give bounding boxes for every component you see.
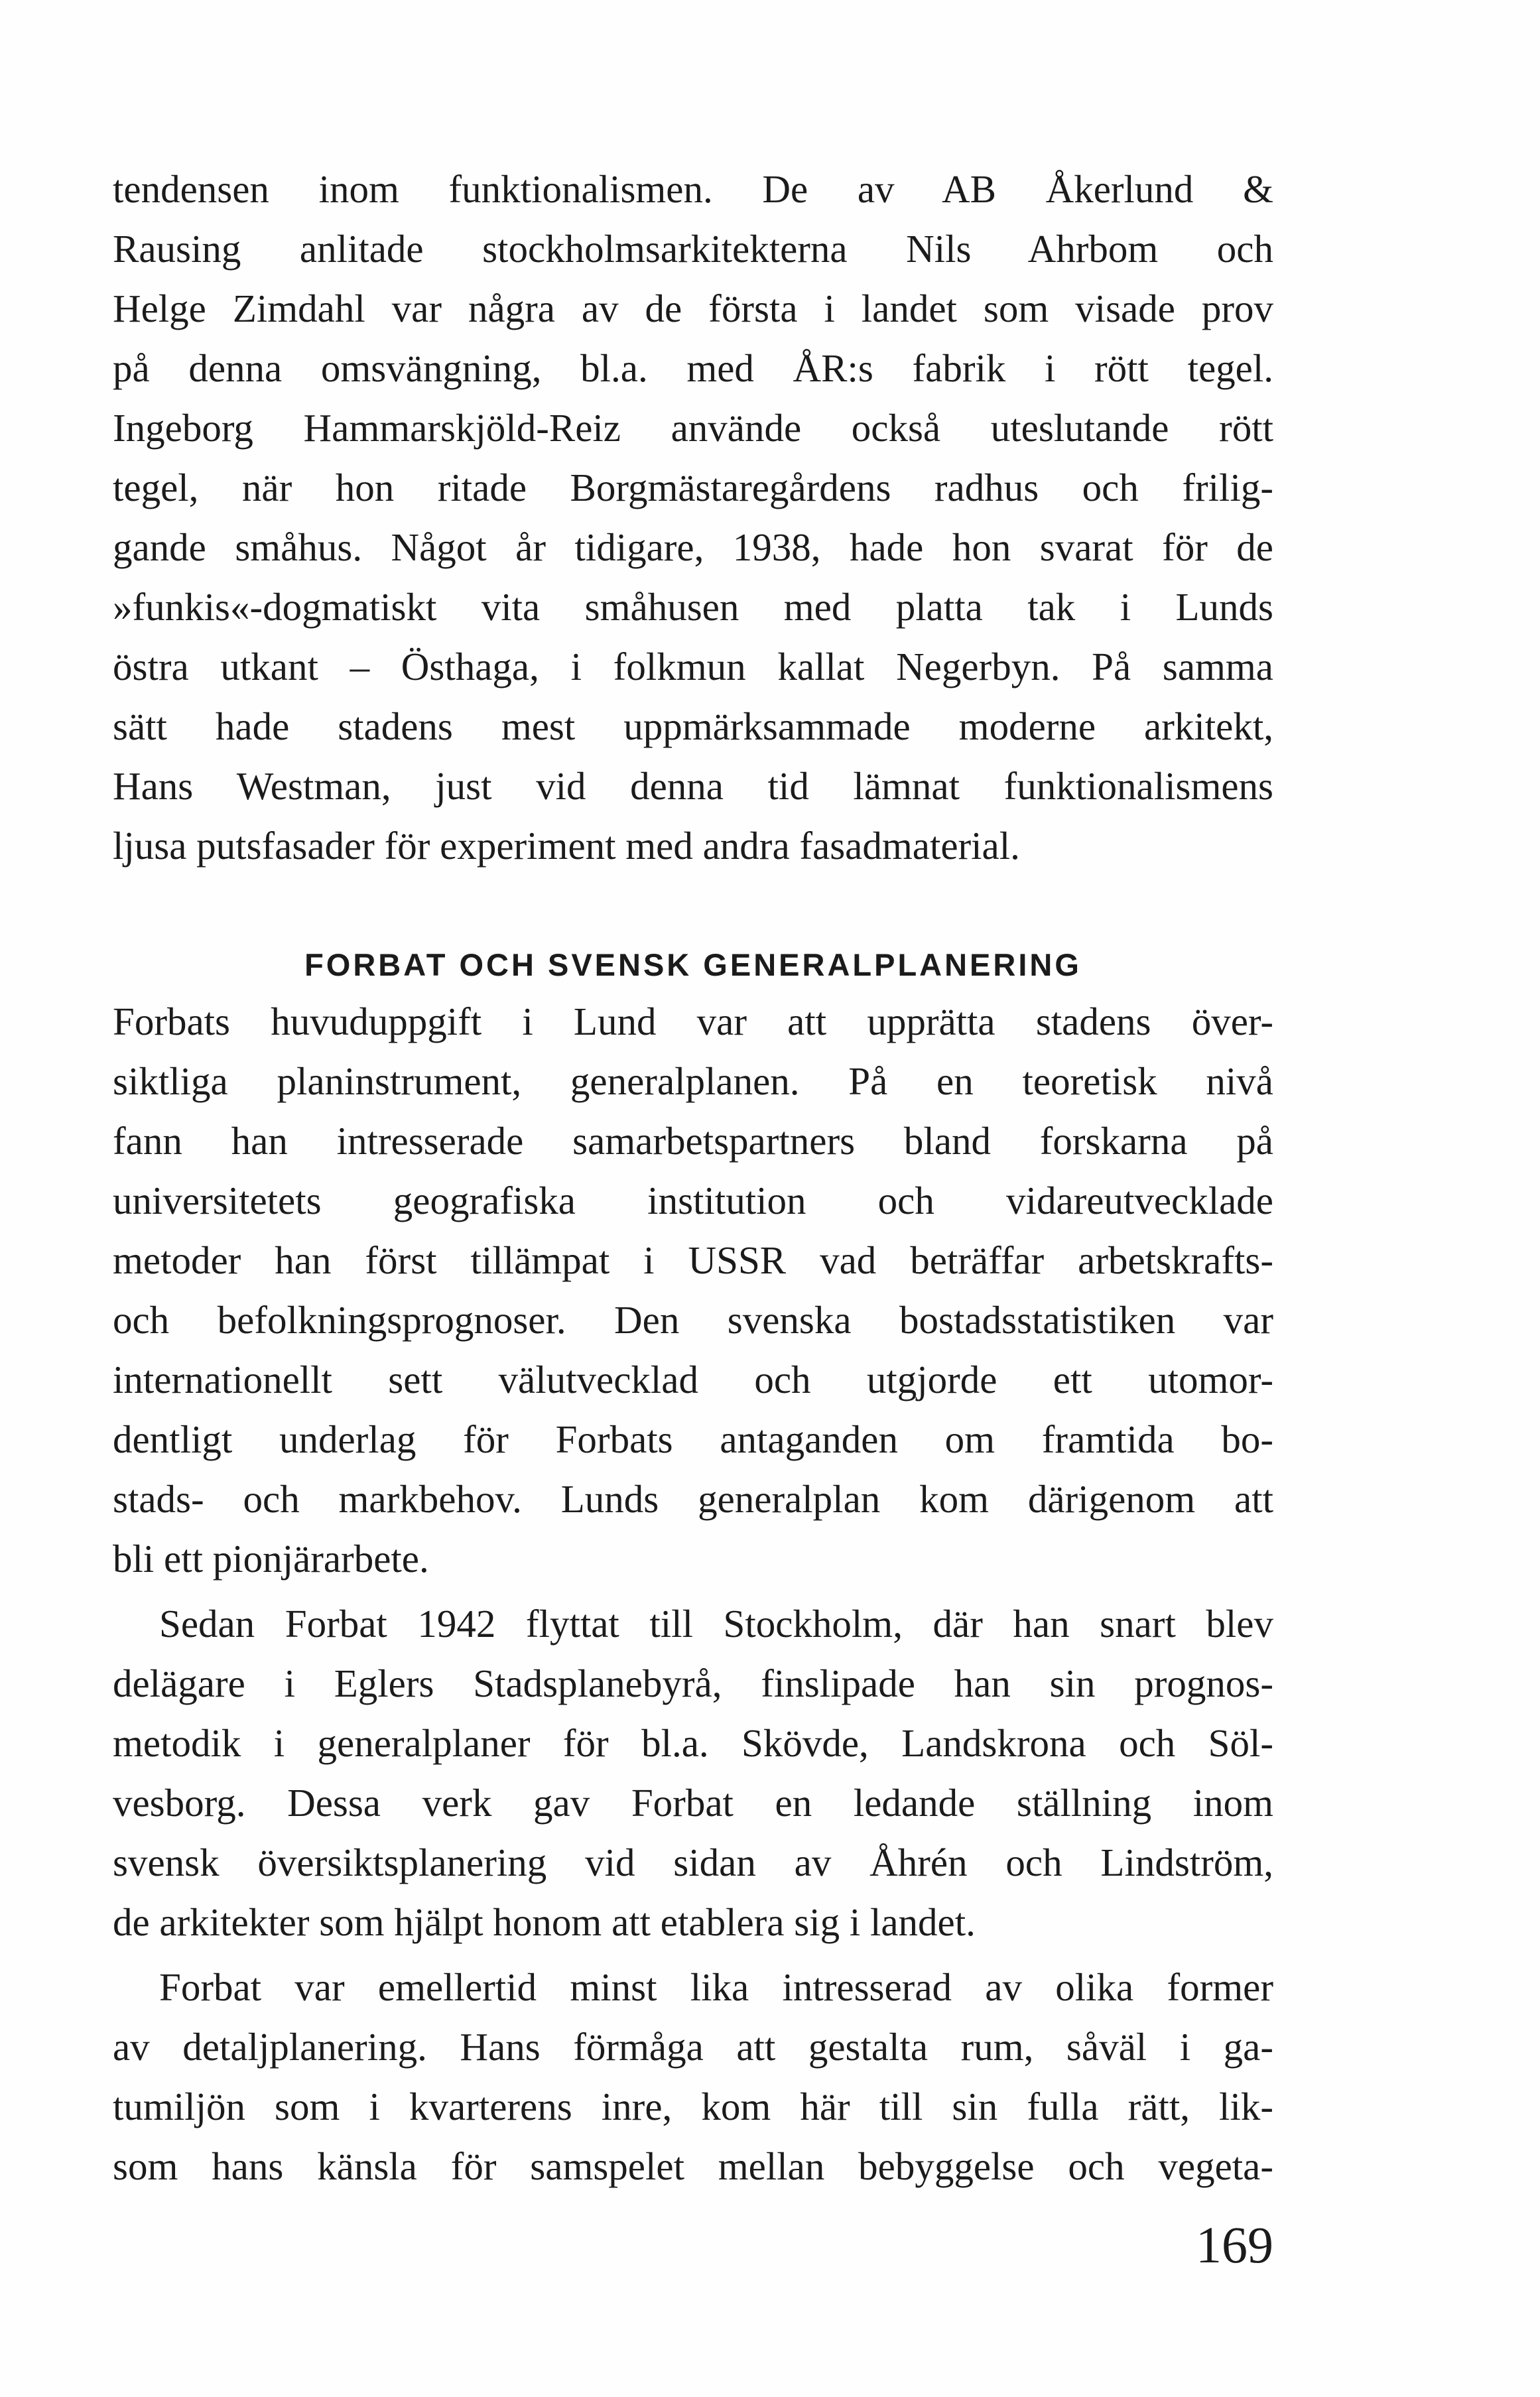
text-line: gande småhus. Något år tidigare, 1938, hade hon svarat för de: [113, 525, 1273, 569]
text-line: internationellt sett välutvecklad och utgjorde ett utomor-: [113, 1358, 1273, 1401]
text-line: ljusa putsfasader för experiment med andra fasadmaterial.: [113, 824, 1020, 868]
text-line: tegel, när hon ritade Borgmästaregårdens radhus och frilig-: [113, 466, 1273, 509]
text-line: Forbat var emellertid minst lika intresserad av olika former: [159, 1965, 1273, 2009]
text-line: tendensen inom funktionalismen. De av AB Åkerlund &: [113, 167, 1273, 211]
text-line: på denna omsvängning, bl.a. med ÅR:s fabrik i rött tegel.: [113, 346, 1273, 390]
paragraph-4: [113, 1957, 1273, 2196]
page-number: 169: [1196, 2216, 1273, 2274]
text-line: sätt hade stadens mest uppmärksammade moderne arkitekt,: [113, 704, 1273, 748]
text-column: [113, 159, 1273, 2196]
text-line: stads- och markbehov. Lunds generalplan kom därigenom att: [113, 1477, 1273, 1521]
text-line: siktliga planinstrument, generalplanen. På en teoretisk nivå: [113, 1059, 1273, 1103]
text-line: metodik i generalplaner för bl.a. Skövde, Landskrona och Söl-: [113, 1721, 1273, 1765]
text-line: fann han intresserade samarbetspartners bland forskarna på: [113, 1119, 1273, 1163]
paragraph-3: [113, 1594, 1273, 1952]
text-line: delägare i Eglers Stadsplanebyrå, finslipade han sin prognos-: [113, 1661, 1273, 1705]
text-line: bli ett pionjärarbete.: [113, 1537, 429, 1581]
text-line: metoder han först tillämpat i USSR vad beträffar arbetskrafts-: [113, 1238, 1273, 1282]
text-line: Hans Westman, just vid denna tid lämnat funktionalismens: [113, 764, 1273, 808]
text-line: som hans känsla för samspelet mellan bebyggelse och vegeta-: [113, 2144, 1273, 2188]
text-line: och befolkningsprognoser. Den svenska bostadsstatistiken var: [113, 1298, 1273, 1342]
text-line: »funkis«-dogmatiskt vita småhusen med platta tak i Lunds: [113, 585, 1273, 629]
section-heading: FORBAT OCH SVENSK GENERALPLANERING: [304, 947, 1082, 982]
text-line: av detaljplanering. Hans förmåga att gestalta rum, såväl i ga-: [113, 2025, 1273, 2069]
text-line: dentligt underlag för Forbats antaganden om framtida bo-: [113, 1417, 1273, 1461]
text-line: Rausing anlitade stockholmsarkitekterna Nils Ahrbom och: [113, 227, 1273, 271]
text-line: de arkitekter som hjälpt honom att etablera sig i landet.: [113, 1900, 976, 1944]
text-line: östra utkant – Östhaga, i folkmun kallat Negerbyn. På samma: [113, 645, 1273, 688]
text-line: vesborg. Dessa verk gav Forbat en ledande ställning inom: [113, 1781, 1273, 1825]
paragraph-1: [113, 159, 1273, 875]
text-line: Helge Zimdahl var några av de första i landet som visade prov: [113, 287, 1273, 330]
paragraph-2: [113, 992, 1273, 1588]
text-line: Ingeborg Hammarskjöld-Reiz använde också uteslutande rött: [113, 406, 1273, 450]
text-line: Sedan Forbat 1942 flyttat till Stockholm, där han snart blev: [159, 1602, 1273, 1646]
text-line: Forbats huvuduppgift i Lund var att upprätta stadens över-: [113, 1000, 1273, 1043]
text-line: svensk översiktsplanering vid sidan av Åhrén och Lindström,: [113, 1841, 1273, 1884]
text-line: universitetets geografiska institution och vidareutvecklade: [113, 1179, 1273, 1222]
text-line: tumiljön som i kvarterens inre, kom här till sin fulla rätt, lik-: [113, 2085, 1273, 2128]
